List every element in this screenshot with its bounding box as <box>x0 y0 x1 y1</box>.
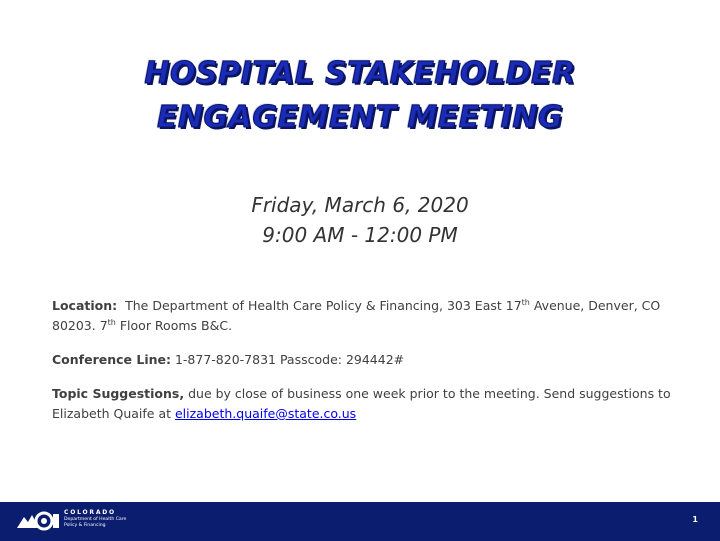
footer-bar <box>0 502 720 541</box>
topics-paragraph <box>52 384 672 424</box>
colorado-logo-icon <box>16 510 60 532</box>
location-text-c: Floor Rooms B&C. <box>115 318 233 333</box>
footer-logo-text <box>64 509 126 529</box>
page-number: 1 <box>692 515 698 524</box>
topics-text: due by close of business one week prior to the meeting. Send suggestions to Elizabeth Quaife at <box>52 386 671 421</box>
location-text-a: The Department of Health Care Policy & Financing, 303 East 17 <box>125 298 522 313</box>
location-sup-a: th <box>521 297 530 307</box>
conference-text: 1-877-820-7831 Passcode: 294442# <box>174 352 405 367</box>
meeting-datetime <box>0 190 720 250</box>
location-paragraph <box>52 296 672 336</box>
meeting-details <box>52 296 672 438</box>
conference-label: Conference Line: <box>52 352 171 367</box>
logo-state-name: COLORADO <box>64 509 116 516</box>
location-label: Location: <box>52 298 118 313</box>
logo-dept-line-2: Policy & Financing <box>64 523 106 528</box>
slide-title <box>0 52 720 140</box>
logo-dept-line-1: Department of Health Care <box>64 517 127 522</box>
meeting-time: 9:00 AM - 12:00 PM <box>262 223 458 247</box>
conference-paragraph <box>52 350 672 370</box>
location-text-b: Avenue, Denver, CO 80203. 7 <box>52 298 661 333</box>
title-line-2: ENGAGEMENT MEETING <box>156 100 564 135</box>
title-line-1: HOSPITAL STAKEHOLDER <box>144 56 576 91</box>
topics-label: Topic Suggestions, <box>52 386 185 401</box>
meeting-date: Friday, March 6, 2020 <box>251 193 469 217</box>
email-link[interactable]: elizabeth.quaife@state.co.us <box>174 406 357 421</box>
location-sup-b: th <box>107 317 116 327</box>
